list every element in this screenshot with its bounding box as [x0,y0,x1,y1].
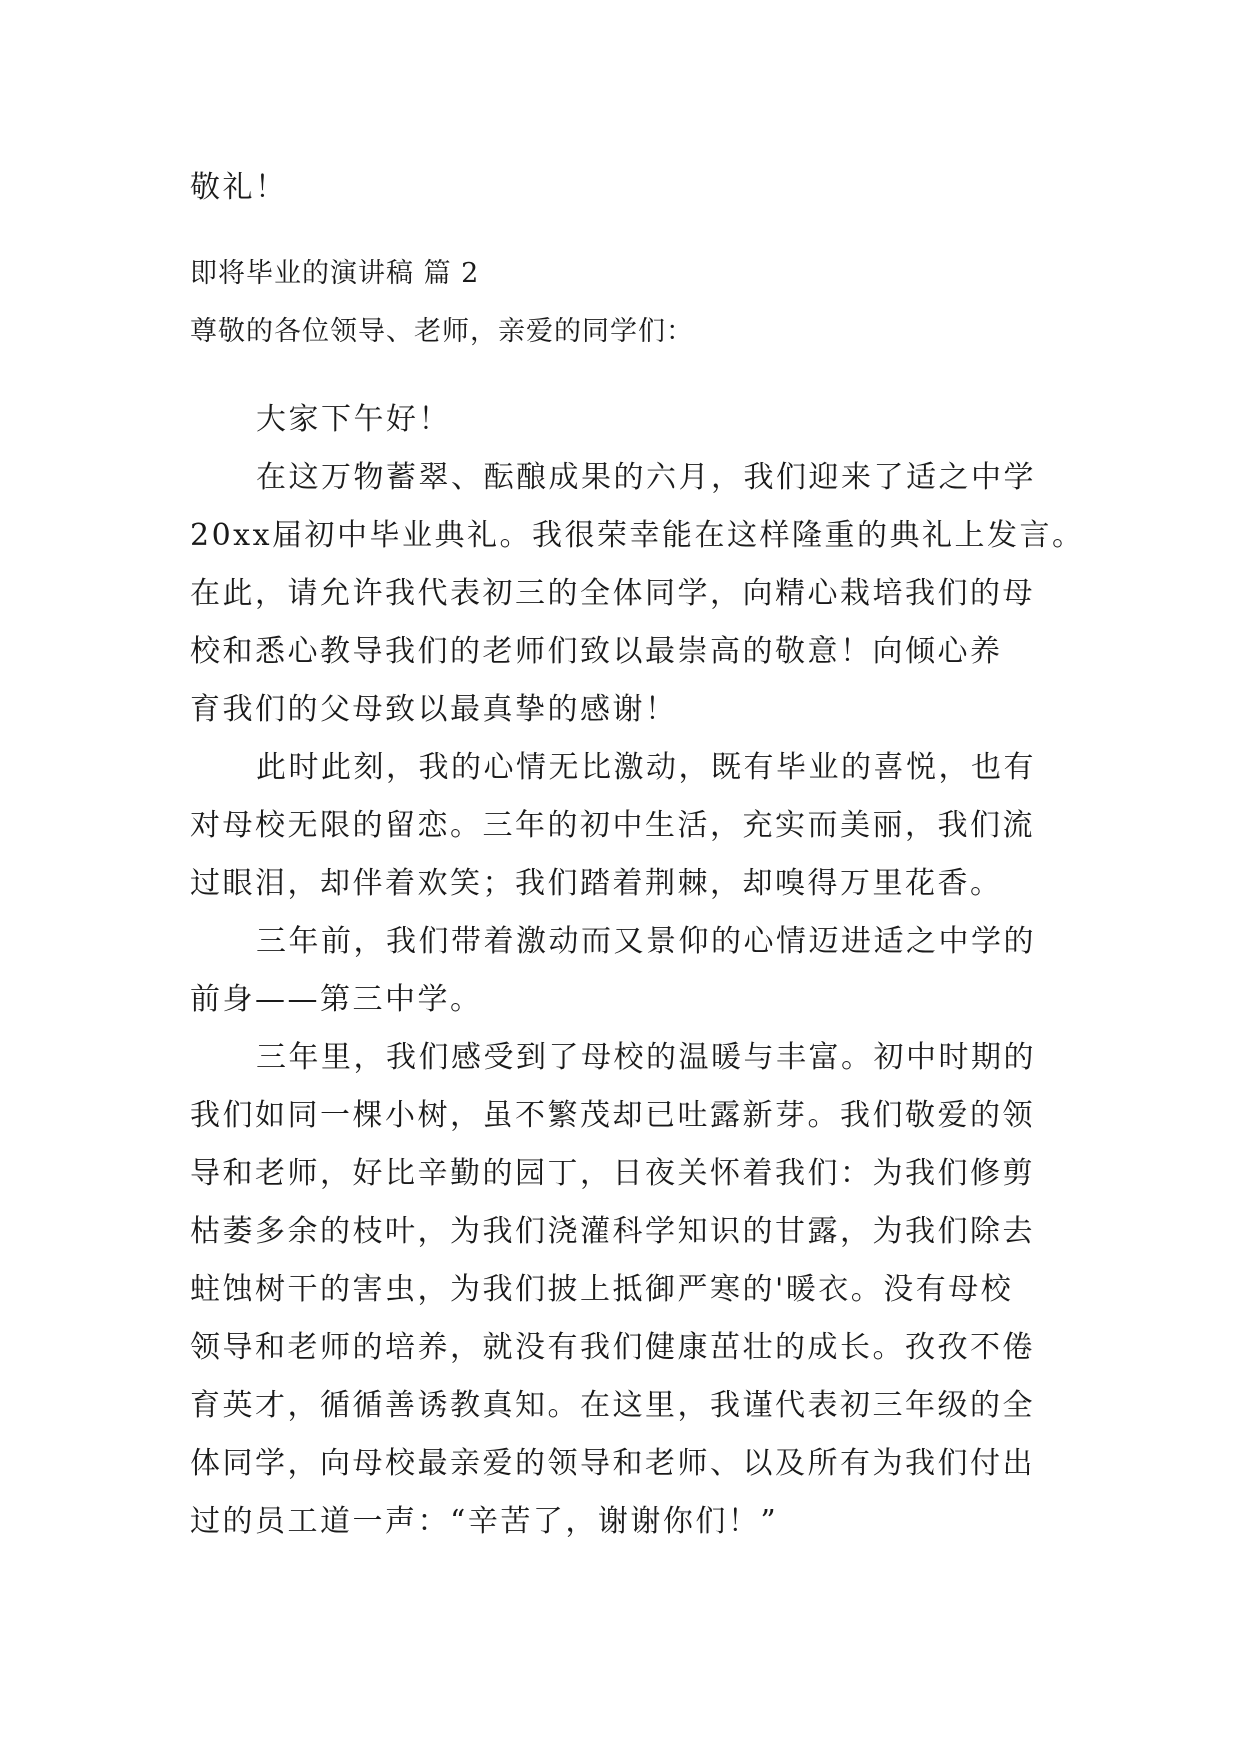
paragraph-line: 我们如同一棵小树，虽不繁茂却已吐露新芽。我们敬爱的领 [190,1098,1035,1133]
paragraph-line: 育英才，循循善诱教真知。在这里，我谨代表初三年级的全 [190,1388,1035,1423]
paragraph-line: 领导和老师的培养，就没有我们健康茁壮的成长。孜孜不倦 [190,1330,1035,1365]
paragraph-line: 导和老师，好比辛勤的园丁，日夜关怀着我们：为我们修剪 [190,1156,1035,1191]
greeting: 大家下午好！ [256,402,451,437]
paragraph-line: 枯萎多余的枝叶，为我们浇灌科学知识的甘露，为我们除去 [190,1214,1035,1249]
salutation: 尊敬的各位领导、老师，亲爱的同学们： [190,316,694,347]
paragraph-line: 过的员工道一声：“辛苦了，谢谢你们！” [190,1504,779,1539]
paragraph-line: 三年里，我们感受到了母校的温暖与丰富。初中时期的 [256,1040,1036,1075]
paragraph-line: 前身——第三中学。 [190,982,483,1017]
paragraph-line: 三年前，我们带着激动而又景仰的心情迈进适之中学的 [256,924,1036,959]
closing-line: 敬礼！ [190,170,288,205]
paragraph-line: 对母校无限的留恋。三年的初中生活，充实而美丽，我们流 [190,808,1035,843]
paragraph-line: 校和悉心教导我们的老师们致以最崇高的敬意！向倾心养 [190,634,1003,669]
paragraph-line: 育我们的父母致以最真挚的感谢！ [190,692,678,727]
paragraph-line: 体同学，向母校最亲爱的领导和老师、以及所有为我们付出 [190,1446,1035,1481]
paragraph-line: 此时此刻，我的心情无比激动，既有毕业的喜悦，也有 [256,750,1036,785]
paragraph-line: 在这万物蓄翠、酝酿成果的六月，我们迎来了适之中学 [256,460,1036,495]
section-title: 即将毕业的演讲稿 篇 2 [190,258,480,289]
paragraph-line: 在此，请允许我代表初三的全体同学，向精心栽培我们的母 [190,576,1035,611]
paragraph-line: 过眼泪，却伴着欢笑；我们踏着荆棘，却嗅得万里花香。 [190,866,1003,901]
paragraph-line: 20xx届初中毕业典礼。我很荣幸能在这样隆重的典礼上发言。 [190,518,1085,553]
paragraph-line: 蛀蚀树干的害虫，为我们披上抵御严寒的'暖衣。没有母校 [190,1272,1014,1307]
